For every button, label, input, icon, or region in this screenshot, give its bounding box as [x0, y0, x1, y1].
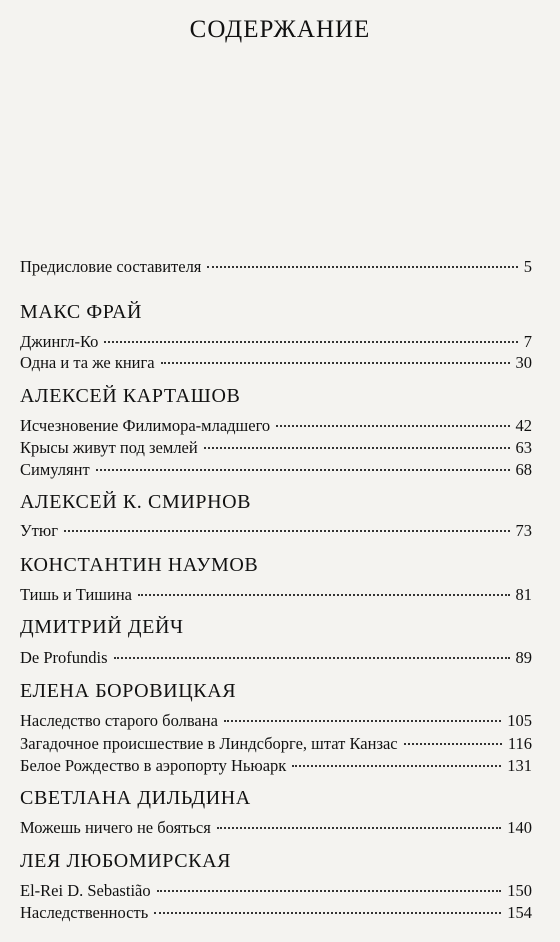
entry-page: 7 — [523, 332, 532, 351]
entry-page: 150 — [507, 881, 532, 900]
toc-entry — [20, 332, 532, 352]
dot-leader — [104, 341, 517, 343]
entry-title: Наследственность — [20, 903, 149, 922]
entry-page: 105 — [507, 711, 532, 730]
entry-page: 30 — [515, 353, 532, 372]
dot-leader — [204, 447, 510, 449]
dot-leader — [114, 657, 510, 659]
entry-page: 140 — [507, 818, 532, 837]
toc-entry — [20, 353, 532, 373]
entry-title: Можешь ничего не бояться — [20, 818, 211, 837]
toc-entry — [20, 711, 532, 731]
toc-entry — [20, 460, 532, 480]
entry-title: Загадочное происшествие в Линдсборге, штат Канзас — [20, 734, 398, 753]
dot-leader — [138, 594, 510, 596]
toc-entry — [20, 438, 532, 458]
dot-leader — [161, 362, 510, 364]
entry-title: Тишь и Тишина — [20, 585, 132, 604]
page-title: СОДЕРЖАНИЕ — [189, 16, 371, 43]
dot-leader — [404, 743, 502, 745]
entry-page: 131 — [507, 756, 532, 775]
entry-title: Наследство старого болвана — [20, 711, 218, 730]
author-heading: МАКС ФРАЙ — [20, 301, 143, 323]
dot-leader — [276, 425, 509, 427]
entry-page: 89 — [515, 648, 532, 667]
entry-title: El-Rei D. Sebastião — [20, 881, 151, 900]
entry-page: 68 — [515, 460, 532, 479]
entry-page: 116 — [507, 734, 532, 753]
toc-entry — [20, 585, 532, 605]
entry-title: Предисловие составителя — [20, 257, 202, 276]
entry-page: 73 — [515, 521, 532, 540]
toc-entry — [20, 881, 532, 901]
dot-leader — [217, 827, 501, 829]
toc-entry-preface — [20, 257, 532, 277]
entry-page: 63 — [515, 438, 532, 457]
author-heading: ЛЕЯ ЛЮБОМИРСКАЯ — [20, 850, 232, 872]
entry-title: Исчезновение Филимора-младшего — [20, 416, 271, 435]
toc-entry — [20, 903, 532, 923]
entry-title: De Profundis — [20, 648, 108, 667]
author-heading: ДМИТРИЙ ДЕЙЧ — [20, 616, 184, 638]
entry-title: Белое Рождество в аэропорту Ньюарк — [20, 756, 287, 775]
entry-page: 42 — [515, 416, 532, 435]
entry-page: 154 — [507, 903, 532, 922]
author-heading: КОНСТАНТИН НАУМОВ — [20, 554, 259, 576]
dot-leader — [224, 720, 501, 722]
toc-entry — [20, 521, 532, 541]
entry-page: 81 — [515, 585, 532, 604]
toc-entry — [20, 818, 532, 838]
entry-title: Джингл-Ко — [20, 332, 99, 351]
dot-leader — [96, 469, 510, 471]
author-heading: АЛЕКСЕЙ КАРТАШОВ — [20, 385, 241, 407]
entry-title: Одна и та же книга — [20, 353, 155, 372]
entry-title: Крысы живут под землей — [20, 438, 198, 457]
author-heading: АЛЕКСЕЙ К. СМИРНОВ — [20, 491, 252, 513]
dot-leader — [157, 890, 502, 892]
author-heading: СВЕТЛАНА ДИЛЬДИНА — [20, 787, 251, 809]
toc-entry — [20, 756, 532, 776]
toc-entry — [20, 734, 532, 754]
entry-title: Утюг — [20, 521, 58, 540]
dot-leader — [154, 912, 501, 914]
entry-page: 5 — [523, 257, 532, 276]
dot-leader — [207, 266, 517, 268]
author-heading: ЕЛЕНА БОРОВИЦКАЯ — [20, 680, 237, 702]
toc-entry — [20, 416, 532, 436]
entry-title: Симулянт — [20, 460, 90, 479]
toc-entry — [20, 648, 532, 668]
dot-leader — [64, 530, 510, 532]
dot-leader — [292, 765, 501, 767]
